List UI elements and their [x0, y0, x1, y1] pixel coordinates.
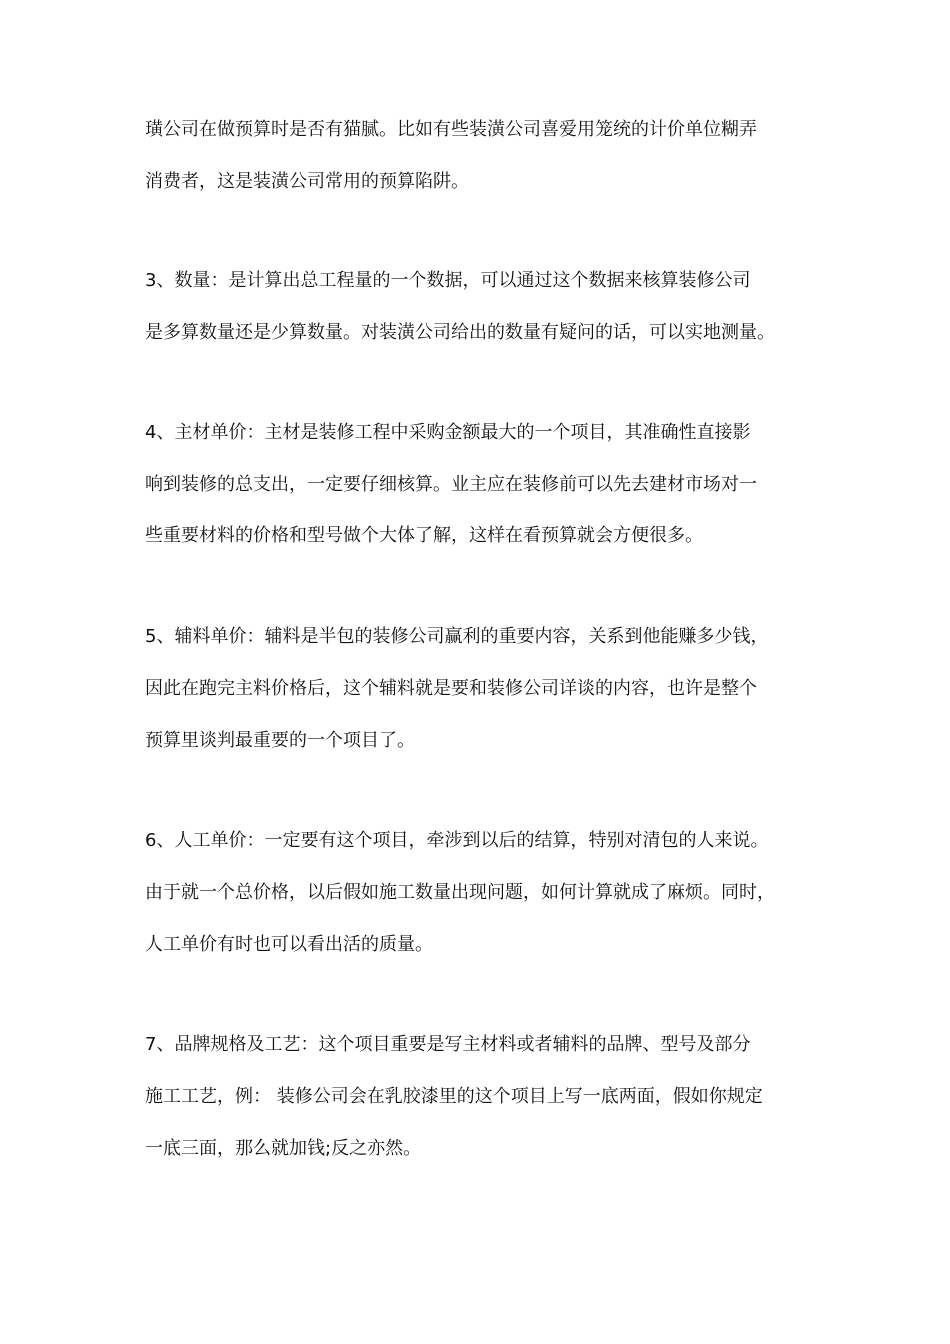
paragraph-4-line-3: 预算里谈判最重要的一个项目了。: [145, 730, 415, 751]
paragraph-3-line-3: 些重要材料的价格和型号做个大体了解，这样在看预算就会方便很多。: [145, 525, 703, 546]
paragraph-3-line-1: 4、主材单价：主材是装修工程中采购金额最大的一个项目，其准确性直接影: [145, 422, 751, 443]
paragraph-3-line-2: 响到装修的总支出，一定要仔细核算。业主应在装修前可以先去建材市场对一: [145, 474, 757, 495]
paragraph-6-line-3: 一底三面，那么就加钱;反之亦然。: [145, 1138, 422, 1159]
paragraph-1-line-1: 璜公司在做预算时是否有猫腻。比如有些装潢公司喜爱用笼统的计价单位糊弄: [145, 119, 757, 140]
paragraph-6-line-1: 7、品牌规格及工艺：这个项目重要是写主材料或者辅料的品牌、型号及部分: [145, 1034, 751, 1055]
paragraph-4-line-2: 因此在跑完主料价格后，这个辅料就是要和装修公司详谈的内容，也许是整个: [145, 678, 757, 699]
paragraph-1-line-2: 消费者，这是装潢公司常用的预算陷阱。: [145, 171, 469, 192]
paragraph-6-line-2: 施工工艺，例： 装修公司会在乳胶漆里的这个项目上写一底两面，假如你规定: [145, 1086, 763, 1107]
paragraph-5-line-1: 6、人工单价：一定要有这个项目，牵涉到以后的结算，特别对清包的人来说。: [145, 830, 769, 851]
paragraph-4-line-1: 5、辅料单价：辅料是半包的装修公司赢利的重要内容，关系到他能赚多少钱，: [145, 626, 769, 647]
paragraph-2-line-1: 3、数量：是计算出总工程量的一个数据，可以通过这个数据来核算装修公司: [145, 270, 751, 291]
paragraph-5-line-2: 由于就一个总价格，以后假如施工数量出现问题，如何计算就成了麻烦。同时，: [145, 882, 775, 903]
paragraph-5-line-3: 人工单价有时也可以看出活的质量。: [145, 934, 433, 955]
paragraph-2-line-2: 是多算数量还是少算数量。对装潢公司给出的数量有疑问的话，可以实地测量。: [145, 322, 775, 343]
